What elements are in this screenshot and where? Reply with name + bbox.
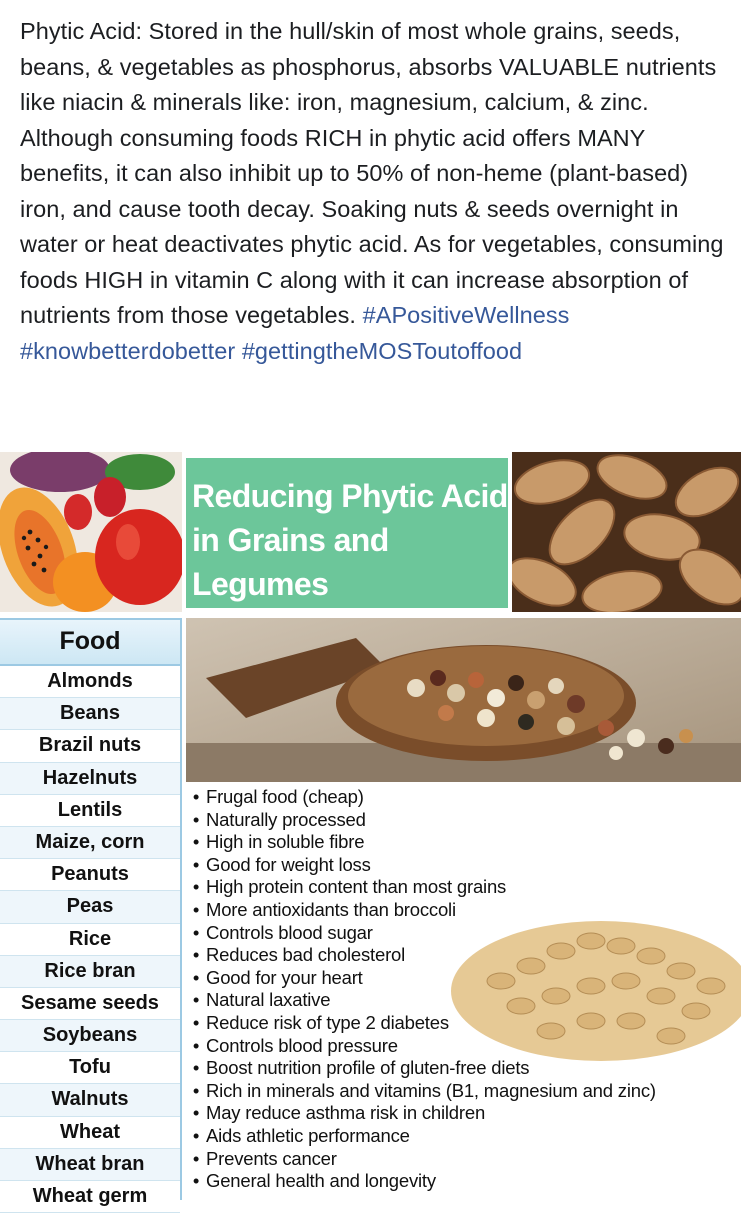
- food-row: Maize, corn: [0, 827, 180, 859]
- benefit-item: • Controls blood pressure: [186, 1035, 656, 1058]
- food-row: Wheat germ: [0, 1181, 180, 1213]
- grains-legumes-photo: [186, 618, 741, 782]
- food-row: Rice: [0, 924, 180, 956]
- title-background: [186, 458, 508, 608]
- benefit-item: • Good for your heart: [186, 967, 656, 990]
- benefits-section: [186, 786, 741, 1200]
- benefit-item: • Good for weight loss: [186, 854, 656, 877]
- food-row: Wheat bran: [0, 1149, 180, 1181]
- food-row: Beans: [0, 698, 180, 730]
- post-body: Phytic Acid: Stored in the hull/skin of most whole grains, seeds, beans, & vegetables as phosphorus, absorbs VALUABLE nutrients like niacin & minerals like: iron, magnesium, calcium, & zinc. Although consuming foods RICH in phytic acid offers MANY benefits, it can also inhibit up to 50% of non-heme (plant-based) iron, and cause tooth decay. Soaking nuts & seeds overnight in water or heat deactivates phytic acid. As for vegetables, consuming foods HIGH in vitamin C along with it can increase absorption of nutrients from those vegetables.: [20, 18, 724, 328]
- benefit-item: • Boost nutrition profile of gluten-free diets: [186, 1057, 656, 1080]
- benefit-item: • More antioxidants than broccoli: [186, 899, 656, 922]
- table-header: Food: [0, 618, 180, 666]
- hashtag-link[interactable]: #APositiveWellness: [362, 302, 570, 328]
- benefit-item: • Natural laxative: [186, 989, 656, 1012]
- benefit-item: • Aids athletic performance: [186, 1125, 656, 1148]
- benefit-item: • Prevents cancer: [186, 1148, 656, 1171]
- food-row: Brazil nuts: [0, 730, 180, 762]
- food-list: [0, 666, 180, 1213]
- benefit-item: • General health and longevity: [186, 1170, 656, 1193]
- food-row: Tofu: [0, 1052, 180, 1084]
- benefit-item: • May reduce asthma risk in children: [186, 1102, 656, 1125]
- benefits-list: [186, 786, 656, 1193]
- hashtag-link[interactable]: #gettingtheMOSToutoffood: [241, 337, 523, 364]
- food-row: Wheat: [0, 1117, 180, 1149]
- food-row: Soybeans: [0, 1020, 180, 1052]
- title-banner: [186, 452, 508, 612]
- benefit-item: • High protein content than most grains: [186, 876, 656, 899]
- food-row: Sesame seeds: [0, 988, 180, 1020]
- food-row: Rice bran: [0, 956, 180, 988]
- benefit-item: • Naturally processed: [186, 809, 656, 832]
- post-caption: [20, 14, 732, 369]
- benefit-item: • High in soluble fibre: [186, 831, 656, 854]
- benefit-item: • Reduces bad cholesterol: [186, 944, 656, 967]
- food-row: Walnuts: [0, 1084, 180, 1116]
- food-row: Almonds: [0, 666, 180, 698]
- food-row: Peanuts: [0, 859, 180, 891]
- hashtag-link[interactable]: #knowbetterdobetter: [20, 337, 236, 364]
- benefit-item: • Frugal food (cheap): [186, 786, 656, 809]
- benefit-item: • Reduce risk of type 2 diabetes: [186, 1012, 656, 1035]
- almonds-photo: [512, 452, 741, 612]
- food-row: Peas: [0, 891, 180, 923]
- food-table: [0, 618, 182, 1207]
- infographic-title: Reducing Phytic Acid in Grains and Legumes: [192, 478, 508, 602]
- food-row: Hazelnuts: [0, 763, 180, 795]
- fruit-vegetable-photo: [0, 452, 182, 612]
- benefit-item: • Controls blood sugar: [186, 922, 656, 945]
- benefit-item: • Rich in minerals and vitamins (B1, magnesium and zinc): [186, 1080, 656, 1103]
- food-row: Lentils: [0, 795, 180, 827]
- infographic-image[interactable]: [0, 452, 741, 1207]
